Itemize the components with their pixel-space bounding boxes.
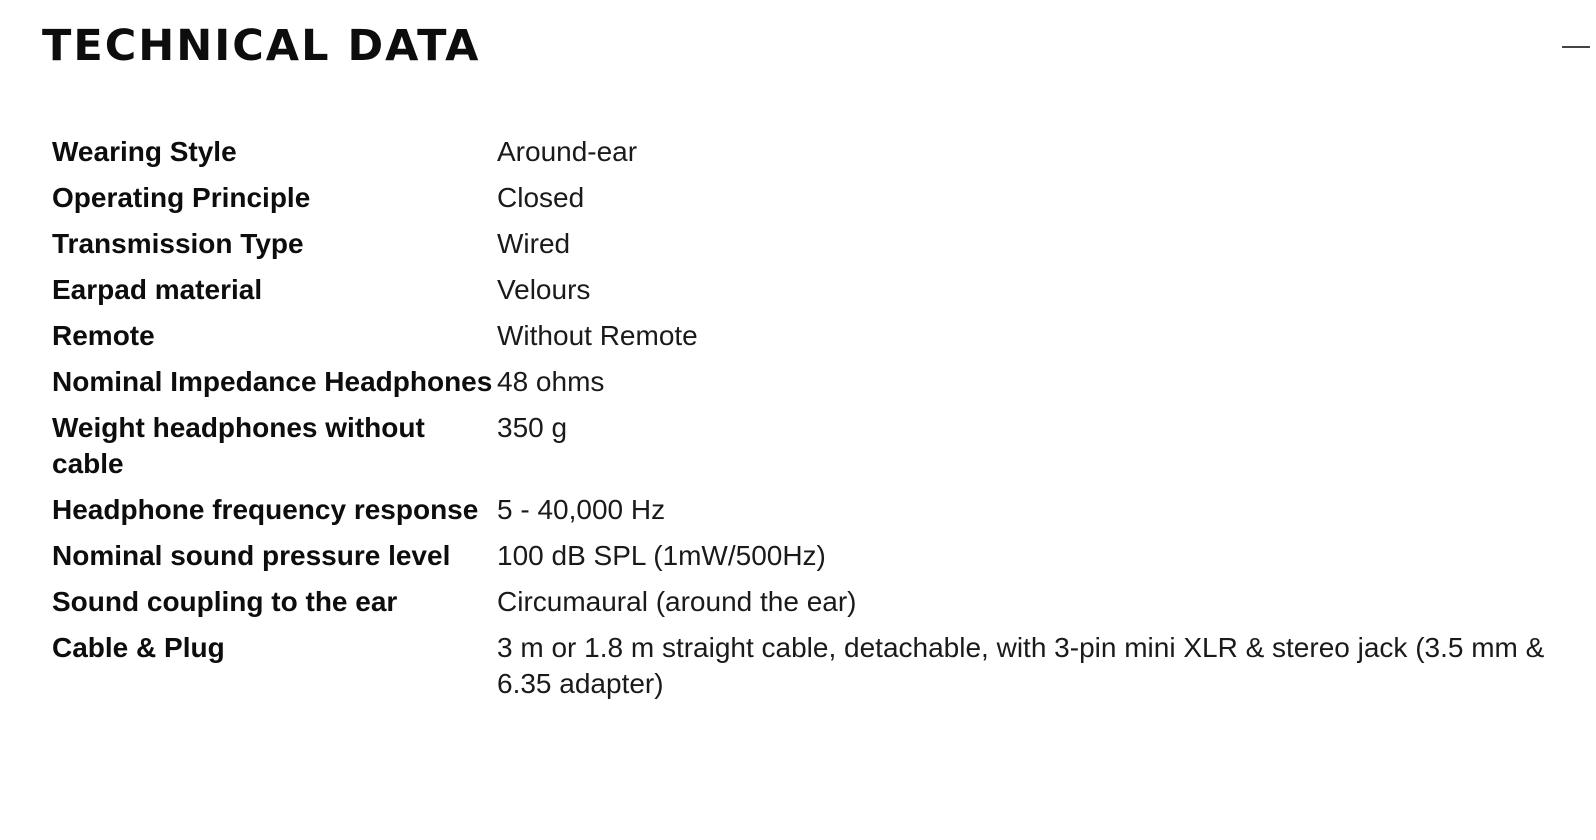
spec-label: Sound coupling to the ear	[52, 586, 398, 617]
spec-row-cable-plug	[52, 630, 1582, 712]
spec-value: 100 dB SPL (1mW/500Hz)	[497, 540, 826, 571]
spec-label: Nominal Impedance Headphones	[52, 366, 493, 397]
spec-value: Circumaural (around the ear)	[497, 586, 857, 617]
spec-label: Headphone frequency response	[52, 494, 479, 525]
spec-row-sound-coupling	[52, 584, 1582, 630]
spec-value: 5 - 40,000 Hz	[497, 494, 666, 525]
spec-value: Without Remote	[497, 320, 698, 351]
spec-row-wearing-style	[52, 134, 1582, 180]
spec-value: 350 g	[497, 412, 568, 443]
spec-row-transmission-type	[52, 226, 1582, 272]
spec-value: Velours	[497, 274, 591, 305]
spec-label: Transmission Type	[52, 228, 304, 259]
spec-label: Nominal sound pressure level	[52, 540, 451, 571]
technical-data-table	[52, 134, 1582, 712]
spec-row-earpad-material	[52, 272, 1582, 318]
spec-label: Operating Principle	[52, 182, 311, 213]
spec-label: Wearing Style	[52, 136, 237, 167]
collapse-toggle-button[interactable]	[1556, 34, 1596, 62]
spec-row-frequency-response	[52, 492, 1582, 538]
spec-row-nominal-impedance	[52, 364, 1582, 410]
spec-value: 3 m or 1.8 m straight cable, detachable, with 3-pin mini XLR & stereo jack (3.5 mm & 6.35 adapter)	[497, 632, 1545, 699]
spec-row-remote	[52, 318, 1582, 364]
spec-row-sound-pressure-level	[52, 538, 1582, 584]
section-title: TECHNICAL DATA	[42, 21, 481, 71]
spec-label: Cable & Plug	[52, 632, 225, 663]
spec-value: Closed	[497, 182, 585, 213]
technical-data-header[interactable]	[42, 18, 1596, 78]
spec-value: 48 ohms	[497, 366, 605, 397]
spec-label: Weight headphones without cable	[52, 412, 425, 479]
minus-icon	[1562, 46, 1590, 48]
spec-value: Around-ear	[497, 136, 638, 167]
spec-label: Earpad material	[52, 274, 263, 305]
spec-label: Remote	[52, 320, 155, 351]
spec-value: Wired	[497, 228, 571, 259]
spec-row-operating-principle	[52, 180, 1582, 226]
spec-row-weight	[52, 410, 1582, 492]
